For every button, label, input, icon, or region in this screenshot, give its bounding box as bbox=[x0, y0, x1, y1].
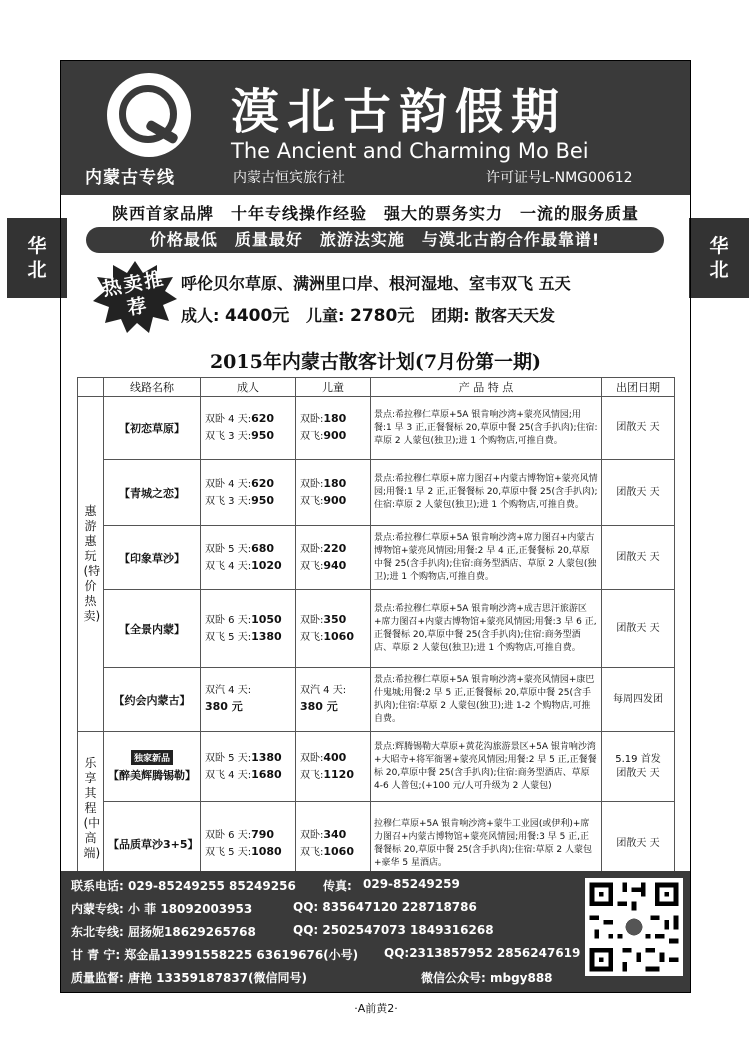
footer-line-phone: 联系电话: 029-85249255 85249256 传真: 029-85249259 bbox=[71, 877, 460, 893]
table-row: 【全景内蒙】 双卧 6 天:1050 双飞 5 天:1380 双卧:350 双飞:1060 景点:希拉穆仁草原+5A 银肯响沙湾+成吉思汗旅游区+席力图召+内蒙古博物馆+蒙亮风情园;用餐:3 早 6 正,正餐餐标 20,草原中餐 25(含手扒肉);住宿:商务型酒店、草原 2 人蒙包(独卫);进 1 个购物店,可推自费。 团散天 天 bbox=[78, 590, 675, 668]
group-schedule: 散客天天发 bbox=[475, 306, 556, 325]
table-row: 惠游惠玩(特价热卖) 【初恋草原】 双卧 4 天:620 双飞 3 天:950 双卧:180 双飞:900 景点:希拉穆仁草原+5A 银肯响沙湾+蒙亮风情园;用餐:1 早 3 正,正餐餐标 20,草原中餐 25(含手扒肉);住宿:草原 2 人蒙包(独卫);进 1 个购物店,可推自费。 团散天 天 bbox=[78, 397, 675, 460]
slogan-line-1: 陕西首家品牌 十年专线操作经验 强大的票务实力 一流的服务质量 bbox=[111, 204, 639, 223]
page-number: ·A前黄2· bbox=[354, 1002, 398, 1015]
agency-name: 内蒙古恒宾旅行社 bbox=[233, 170, 345, 186]
adult-price: 4400元 bbox=[224, 306, 290, 326]
table-header bbox=[78, 378, 675, 397]
tour-table bbox=[77, 377, 675, 886]
contact-footer bbox=[61, 871, 690, 992]
col-child: 儿童 bbox=[296, 378, 371, 397]
footer-line-5: 质量监督: 唐艳 13359187837(微信同号) 微信公众号: mbgy888 bbox=[71, 971, 553, 985]
hot-route-title: 呼伦贝尔草原、满洲里口岸、根河湿地、室韦双飞 五天 bbox=[181, 274, 571, 293]
flyer-frame bbox=[60, 60, 691, 993]
table-row: 【印象草沙】 双卧 5 天:680 双飞 4 天:1020 双卧:220 双飞:940 景点:希拉穆仁草原+5A 银肯响沙湾+席力图召+内蒙古博物馆+蒙亮风情园;用餐:2 早 4 正,正餐餐标 20,草原中餐 25(含手扒肉);住宿:商务型酒店、草原 2 人蒙包(独卫);进 1 个购物店,可推自费。 团散天 天 bbox=[78, 526, 675, 590]
plan-title: 2015年内蒙古散客计划(7月份第一期) bbox=[209, 351, 542, 373]
side-tab-left: 华北 bbox=[7, 218, 67, 298]
table-row: 【青城之恋】 双卧 4 天:620 双飞 3 天:950 双卧:180 双飞:900 景点:希拉穆仁草原+席力图召+内蒙古博物馆+蒙亮风情园;用餐:1 早 2 正,正餐餐标 20,草原中餐 25(含手扒肉);住宿:草原 2 人蒙包(独卫);进 1 个购物店,可推自费。 团散天 天 bbox=[78, 460, 675, 526]
side-tab-right: 华北 bbox=[689, 218, 749, 298]
child-price: 2780元 bbox=[350, 306, 415, 326]
category-label: 乐享其程(中高端) bbox=[78, 732, 104, 886]
col-features: 产 品 特 点 bbox=[371, 378, 602, 397]
title-cn: 漠北古韵假期 bbox=[231, 84, 568, 140]
category-label: 惠游惠玩(特价热卖) bbox=[78, 397, 104, 732]
table-row: 乐享其程(中高端) 独家新品 【醉美辉腾锡勒】 双卧 5 天:1380 双飞 4 天:1680 双卧:400 双飞:1120 景点:辉腾锡勒大草原+黄花沟旅游景区+5A 银肯响沙湾+大昭寺+将军衙署+蒙亮风情园;用餐:2 早 5 正,正餐餐标 20,草原中餐 25(含手扒肉);住宿:商务型酒店、草原 4-6 人普包;(+100 元/人可升级为 2 人蒙包) 5.19 首发 团散天 天 bbox=[78, 732, 675, 802]
footer-line-4: 甘 青 宁: 郑金晶13991558225 63619676(小号) QQ:2313857952 2856247619 bbox=[71, 946, 581, 962]
logo-text: 内蒙古专线 bbox=[85, 168, 175, 188]
table-row: 【品质草沙3+5】 双卧 6 天:790 双飞 5 天:1080 双卧:340 双飞:1060 拉穆仁草原+5A 银肯响沙湾+蒙牛工业园(或伊利)+席力图召+内蒙古博物馆+蒙亮风情园;用餐:3 早 5 正,正餐餐标 20,草原中餐 25(含手扒肉);住宿:草原 2 人蒙包+豪华 5 星酒店。 团散天 天 bbox=[78, 802, 675, 886]
hot-route-prices: 成人: 4400元 儿童: 2780元 团期: 散客天天发 bbox=[181, 306, 556, 326]
col-route: 线路名称 bbox=[104, 378, 201, 397]
logo-icon bbox=[107, 73, 191, 157]
col-date: 出团日期 bbox=[602, 378, 675, 397]
col-adult: 成人 bbox=[201, 378, 296, 397]
table-row: 【约会内蒙古】 双汽 4 天: 380 元 双汽 4 天: 380 元 景点:希拉穆仁草原+5A 银肯响沙湾+蒙亮风情园+康巴什鬼城;用餐:2 早 5 正,正餐餐标 20,草原中餐 25(含手扒肉);住宿:草原 2 人蒙包(独卫);进 1-2 个购物店,可推自费。 每周四发团 bbox=[78, 668, 675, 732]
header-banner bbox=[61, 61, 690, 195]
license-number: 许可证号L-NMG00612 bbox=[486, 170, 633, 186]
footer-line-3: 东北专线: 屈扬妮18629265768 QQ: 2502547073 1849316268 bbox=[71, 923, 494, 939]
exclusive-badge: 独家新品 bbox=[131, 750, 173, 765]
hot-sale-badge: 热卖推荐 bbox=[93, 261, 177, 333]
qr-code-icon bbox=[585, 878, 683, 976]
slogan-line-2: 价格最低 质量最好 旅游法实施 与漠北古韵合作最靠谱! bbox=[86, 227, 664, 253]
title-en: The Ancient and Charming Mo Bei bbox=[231, 139, 589, 163]
footer-line-2: 内蒙专线: 小 菲 18092003953 QQ: 835647120 228718786 bbox=[71, 900, 477, 916]
